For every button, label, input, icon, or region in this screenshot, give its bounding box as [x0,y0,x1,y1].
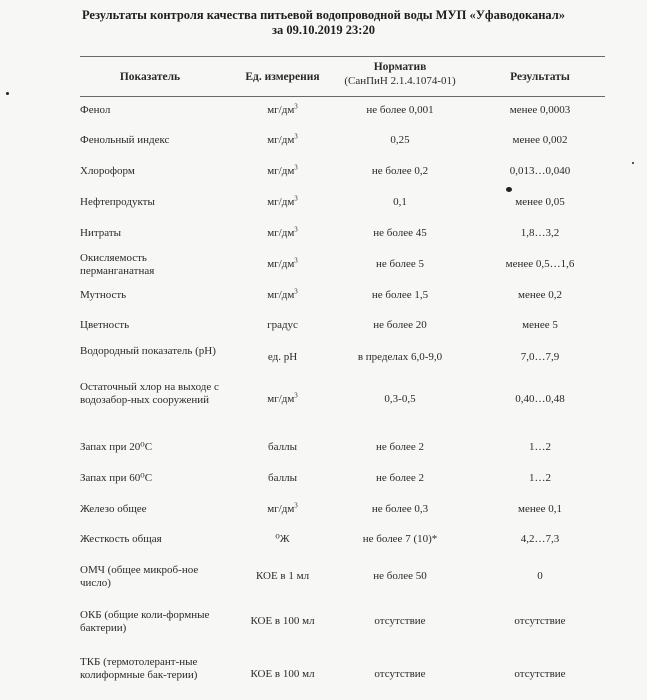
result-value: 4,2…7,3 [520,533,560,545]
unit-text: мг/дм [267,134,295,146]
unit-superscript: 3 [294,102,298,111]
unit-superscript: 3 [294,132,298,141]
norm-value: 0,1 [393,196,407,208]
unit-text: КОЕ в 100 мл [250,668,315,680]
result-value: 0,40…0,48 [515,393,565,405]
norm-value: не более 20 [373,319,427,331]
indicator-name: Хлороформ [80,165,135,177]
norm-value: не более 5 [376,258,424,270]
indicator-name: ОМЧ (общее микроб-ное число) [80,564,199,589]
norm-value: в пределах 6,0-9,0 [357,351,443,363]
norm-value: не более 2 [376,472,424,484]
indicator-name: Запах при 60⁰С [80,472,153,484]
indicator-name: ТКБ (термотолерант-ные колиформные бак-терии) [80,656,198,681]
unit-text: мг/дм [267,227,295,239]
document-title [0,8,647,38]
indicator-name: Железо общее [80,503,147,515]
unit [225,533,340,546]
norm-value: не более 1,5 [371,289,429,301]
norm-value: не более 0,2 [371,165,429,177]
indicator-name: Фенольный индекс [80,134,170,146]
result-value: 7,0…7,9 [520,351,560,363]
indicator-name: Фенол [80,104,111,116]
norm-value: не более 2 [376,441,424,453]
header-unit: Ед. измерения [245,71,320,83]
unit-text: КОЕ в 1 мл [255,570,310,582]
result-value: отсутствие [514,668,566,680]
indicator-name: ОКБ (общие коли-формные бактерии) [80,609,210,634]
unit-text: баллы [268,441,297,453]
norm-value: отсутствие [374,668,426,680]
unit [225,351,340,364]
unit-superscript: 3 [294,287,298,296]
header-norm-label: Норматив [373,61,427,73]
unit [225,258,340,271]
header-indicator: Показатель [119,71,181,83]
result-value: отсутствие [514,615,566,627]
norm-value: не более 50 [373,570,427,582]
indicator-name: Нефтепродукты [80,196,155,208]
unit-text: КОЕ в 100 мл [250,615,315,627]
header-top-rule [80,56,605,57]
unit-text: баллы [268,472,297,484]
result-value: менее 5 [522,319,558,331]
unit [225,319,340,332]
result-value: менее 0,002 [512,134,568,146]
result-value: менее 0,0003 [509,104,571,116]
unit-text: градус [267,319,298,331]
result-value: 1,8…3,2 [520,227,560,239]
unit [225,393,340,406]
unit-text: мг/дм [267,289,295,301]
indicator-name: Мутность [80,289,127,301]
norm-value: 0,25 [390,134,410,146]
norm-value: отсутствие [374,615,426,627]
unit-text: мг/дм [267,104,295,116]
unit [225,104,340,117]
unit [225,615,340,628]
unit-superscript: 3 [294,391,298,400]
result-value: 1…2 [529,441,551,453]
norm-value: не более 7 (10)* [362,533,438,545]
result-value: менее 0,5…1,6 [505,258,575,270]
unit [225,289,340,302]
norm-value: не более 0,3 [371,503,429,515]
result-value: менее 0,05 [515,196,565,208]
norm-value: не более 45 [373,227,427,239]
indicator-name: Жесткость общая [80,533,162,545]
unit-superscript: 3 [294,163,298,172]
unit-text: мг/дм [267,503,295,515]
unit [225,668,340,681]
result-value: менее 0,2 [518,289,562,301]
indicator-name: Нитраты [80,227,122,239]
unit [225,472,340,485]
unit-superscript: 3 [294,256,298,265]
unit-text: мг/дм [267,196,295,208]
result-value: 1…2 [529,472,551,484]
indicator-name: Остаточный хлор на выходе с водозабор-ных сооружений [80,381,219,406]
header-result: Результаты [510,71,570,83]
unit [225,570,340,583]
scan-speck [632,162,634,164]
unit [225,165,340,178]
unit [225,134,340,147]
unit-text: ⁰Ж [275,533,290,545]
unit [225,196,340,209]
scan-speck [506,187,512,192]
header-norm [330,60,470,88]
result-value: 0 [537,570,543,582]
indicator-name: Запах при 20⁰С [80,441,153,453]
unit [225,503,340,516]
header-bottom-rule [80,96,605,97]
unit-text: мг/дм [267,165,295,177]
title-line-1: Результаты контроля качества питьевой водопроводной воды МУП «Уфаводоканал» [81,8,566,22]
unit-superscript: 3 [294,225,298,234]
unit-superscript: 3 [294,501,298,510]
unit [225,441,340,454]
indicator-name: Цветность [80,319,130,331]
indicator-name: Водородный показатель (pH) [80,345,216,357]
scan-speck [6,92,9,95]
unit-text: ед. pH [267,351,298,363]
result-value: 0,013…0,040 [509,165,571,177]
unit-text: мг/дм [267,393,295,405]
indicator-name: Окисляемость перманганатная [80,252,155,277]
norm-value: не более 0,001 [366,104,434,116]
norm-value: 0,3-0,5 [384,393,416,405]
unit-text: мг/дм [267,258,295,270]
header-norm-sub: (СанПиН 2.1.4.1074-01) [344,75,456,87]
unit [225,227,340,240]
unit-superscript: 3 [294,194,298,203]
result-value: менее 0,1 [518,503,562,515]
title-line-2: за 09.10.2019 23:20 [272,23,375,37]
